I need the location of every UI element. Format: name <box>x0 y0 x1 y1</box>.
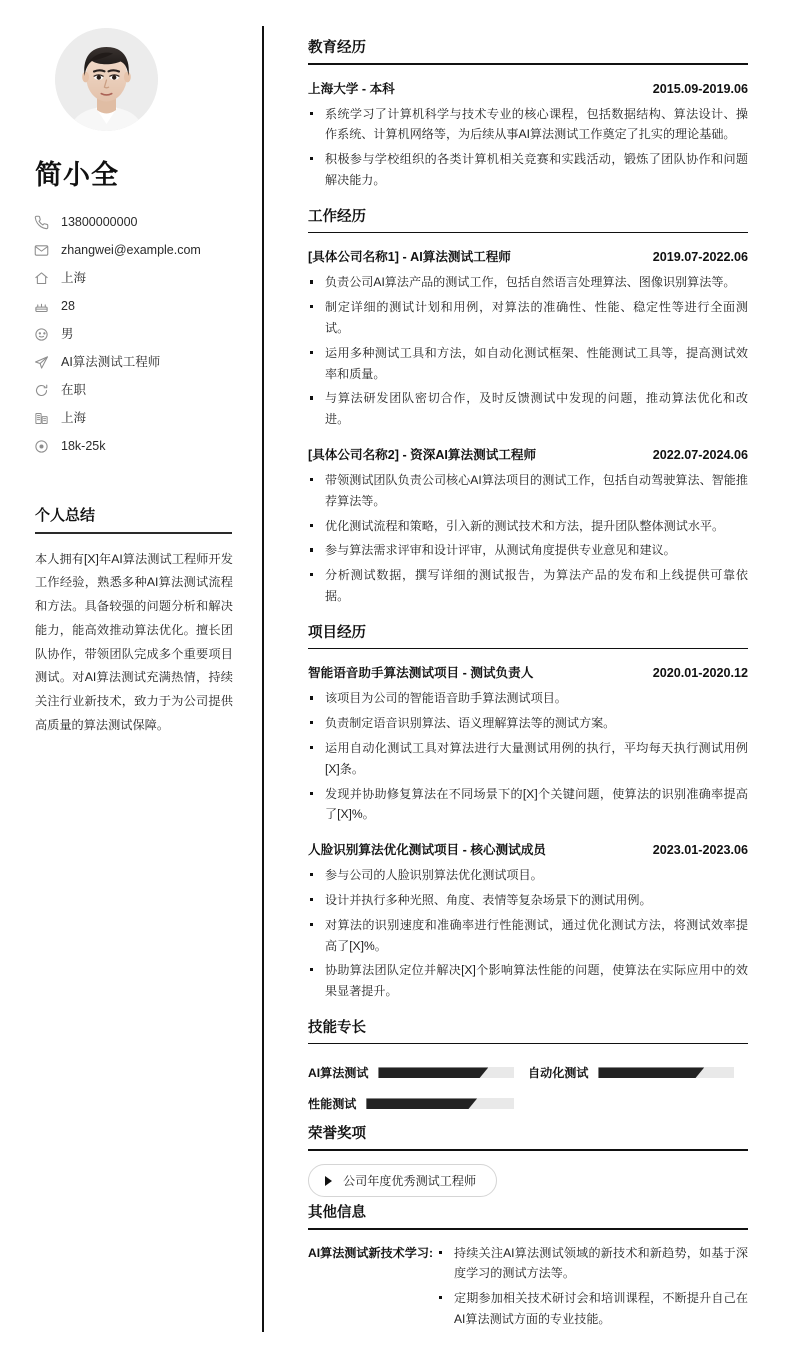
contact-value: 18k-25k <box>61 438 106 453</box>
entry-header <box>308 246 748 265</box>
bullet-item: 优化测试流程和策略，引入新的测试技术和方法，提升团队整体测试水平。 <box>308 516 748 537</box>
entry-date: 2022.07-2024.06 <box>652 447 748 462</box>
entry-date: 2023.01-2023.06 <box>652 843 748 858</box>
refresh-icon <box>33 382 50 399</box>
home-icon <box>33 270 50 287</box>
contact-item-status <box>33 376 235 404</box>
award-label: 公司年度优秀测试工程师 <box>343 1174 477 1189</box>
contact-value: 28 <box>61 298 75 313</box>
bullet-item: 分析测试数据，撰写详细的测试报告，为算法产品的发布和上线提供可靠依据。 <box>308 565 748 607</box>
section-education <box>308 36 748 191</box>
skill-row <box>528 1057 748 1088</box>
entry-bullets <box>437 1243 748 1330</box>
envelope-icon <box>33 242 50 259</box>
coin-icon <box>33 438 50 455</box>
contact-item-phone <box>33 208 235 236</box>
entry-title: 智能语音助手算法测试项目 - 测试负责人 <box>308 666 534 681</box>
avatar-photo <box>55 28 158 131</box>
contact-item-gender <box>33 320 235 348</box>
skill-label: 自动化测试 <box>528 1066 589 1081</box>
bullet-item: 与算法研发团队密切合作，及时反馈测试中发现的问题，推动算法优化和改进。 <box>308 388 748 430</box>
award-chip[interactable] <box>308 1164 497 1197</box>
column-divider <box>262 26 264 1332</box>
bullet-item: 制定详细的测试计划和用例，对算法的准确性、性能、稳定性等进行全面测试。 <box>308 297 748 339</box>
section-divider <box>308 1228 748 1230</box>
contact-item-hometown <box>33 264 235 292</box>
contact-item-workplace <box>33 404 235 432</box>
project-entry <box>308 839 748 1002</box>
entry-header <box>308 78 748 97</box>
section-heading: 工作经历 <box>308 208 366 225</box>
section-awards <box>308 1122 748 1197</box>
section-heading: 项目经历 <box>308 624 366 641</box>
bullet-item: 积极参与学校组织的各类计算机相关竞赛和实践活动，锻炼了团队协作和问题解决能力。 <box>308 149 748 191</box>
sidebar <box>0 0 263 1354</box>
bullet-item: 带领测试团队负责公司核心AI算法项目的测试工作，包括自动驾驶算法、智能推荐算法等。 <box>308 470 748 512</box>
entry-title: [具体公司名称2] - 资深AI算法测试工程师 <box>308 447 537 462</box>
entry-date: 2019.07-2022.06 <box>652 250 748 265</box>
contact-item-email <box>33 236 235 264</box>
work-entry <box>308 246 748 430</box>
other-info-body <box>433 1243 748 1334</box>
contact-value: AI算法测试工程师 <box>61 354 161 369</box>
contact-item-age <box>33 292 235 320</box>
contact-item-salary <box>33 432 235 460</box>
bullet-item: 参与公司的人脸识别算法优化测试项目。 <box>308 865 748 886</box>
entry-title: 上海大学 - 本科 <box>308 81 395 96</box>
contact-value: 上海 <box>61 410 87 425</box>
bullet-item: 设计并执行多种光照、角度、表情等复杂场景下的测试用例。 <box>308 890 748 911</box>
bullet-item: 运用自动化测试工具对算法进行大量测试用例的执行，平均每天执行测试用例[X]条。 <box>308 738 748 780</box>
phone-icon <box>33 214 50 231</box>
summary-divider <box>35 532 232 534</box>
page-title: 简小全 <box>35 160 119 190</box>
contact-value: 在职 <box>61 382 87 397</box>
section-other-info <box>308 1201 748 1334</box>
other-info-row <box>308 1243 748 1334</box>
entry-bullets <box>308 104 748 191</box>
bullet-item: 定期参加相关技术研讨会和培训课程，不断提升自己在AI算法测试方面的专业技能。 <box>437 1288 748 1330</box>
summary-heading: 个人总结 <box>35 507 96 524</box>
contact-item-position <box>33 348 235 376</box>
skill-bar-fill <box>598 1067 704 1078</box>
gender-icon <box>33 326 50 343</box>
project-entry <box>308 662 748 825</box>
contact-value: 上海 <box>61 270 87 285</box>
cake-icon <box>33 298 50 315</box>
bullet-item: 发现并协助修复算法在不同场景下的[X]个关键问题，使算法的识别准确率提高了[X]%。 <box>308 784 748 826</box>
section-heading: 教育经历 <box>308 40 366 56</box>
summary-text: 本人拥有[X]年AI算法测试工程师开发工作经验，熟悉多种AI算法测试流程和方法。具备较强的问题分析和解决能力，能高效推动算法优化。擅长团队协作，带领团队完成多个重要项目测试。对AI算法测试充满热情，持续关注行业新技术，致力于为公司提供高质量的算法测试保障。 <box>35 551 233 732</box>
bullet-item: 负责制定语音识别算法、语义理解算法等的测试方案。 <box>308 713 748 734</box>
building-icon <box>33 410 50 427</box>
section-divider <box>308 232 748 234</box>
entry-bullets <box>308 470 748 607</box>
bullet-item: 参与算法需求评审和设计评审，从测试角度提供专业意见和建议。 <box>308 540 748 561</box>
skill-bar-fill <box>366 1098 477 1109</box>
skill-bar-track <box>598 1067 734 1078</box>
awards-row <box>308 1164 748 1197</box>
paper-plane-icon <box>33 354 50 371</box>
skill-label: AI算法测试 <box>308 1066 369 1081</box>
section-projects <box>308 621 748 1002</box>
skill-bar-fill <box>378 1067 488 1078</box>
work-entry <box>308 444 748 607</box>
entry-header <box>308 444 748 463</box>
entry-date: 2020.01-2020.12 <box>652 666 748 681</box>
entry-bullets <box>308 865 748 1002</box>
contact-value: 13800000000 <box>61 214 138 229</box>
skill-bar-track <box>366 1098 514 1109</box>
entry-header <box>308 662 748 681</box>
section-heading: 技能专长 <box>308 1019 366 1036</box>
section-divider <box>308 63 748 65</box>
other-info-label: AI算法测试新技术学习: <box>308 1245 433 1260</box>
caret-right-icon <box>325 1176 332 1186</box>
section-heading: 其他信息 <box>308 1205 366 1222</box>
bullet-item: 该项目为公司的智能语音助手算法测试项目。 <box>308 688 748 709</box>
entry-title: [具体公司名称1] - AI算法测试工程师 <box>308 250 511 265</box>
education-entry <box>308 78 748 191</box>
bullet-item: 持续关注AI算法测试领域的新技术和新趋势，如基于深度学习的测试方法等。 <box>437 1243 748 1285</box>
skill-label: 性能测试 <box>308 1097 357 1112</box>
bullet-item: 系统学习了计算机科学与技术专业的核心课程，包括数据结构、算法设计、操作系统、计算机网络等，为后续从事AI算法测试工作奠定了扎实的理论基础。 <box>308 104 748 146</box>
skill-bar-track <box>378 1067 514 1078</box>
contact-list <box>33 208 235 460</box>
entry-bullets <box>308 688 748 825</box>
section-divider <box>308 648 748 650</box>
bullet-item: 对算法的识别速度和准确率进行性能测试，通过优化测试方法，将测试效率提高了[X]%。 <box>308 915 748 957</box>
section-skills <box>308 1016 748 1120</box>
section-divider <box>308 1043 748 1045</box>
entry-bullets <box>308 272 748 430</box>
contact-value: zhangwei@example.com <box>61 242 201 257</box>
bullet-item: 运用多种测试工具和方法，如自动化测试框架、性能测试工具等，提高测试效率和质量。 <box>308 343 748 385</box>
skill-row <box>308 1057 528 1088</box>
contact-value: 男 <box>61 326 74 341</box>
section-divider <box>308 1149 748 1151</box>
avatar <box>55 28 158 131</box>
section-heading: 荣誉奖项 <box>308 1126 366 1143</box>
section-work <box>308 205 748 607</box>
entry-title: 人脸识别算法优化测试项目 - 核心测试成员 <box>308 843 546 858</box>
entry-header <box>308 839 748 858</box>
bullet-item: 负责公司AI算法产品的测试工作，包括自然语言处理算法、图像识别算法等。 <box>308 272 748 293</box>
entry-date: 2015.09-2019.06 <box>652 81 748 96</box>
main-column <box>263 0 794 1354</box>
bullet-item: 协助算法团队定位并解决[X]个影响算法性能的问题，使算法在实际应用中的效果显著提升。 <box>308 960 748 1002</box>
skill-row <box>308 1088 528 1119</box>
skills-grid <box>308 1057 748 1119</box>
